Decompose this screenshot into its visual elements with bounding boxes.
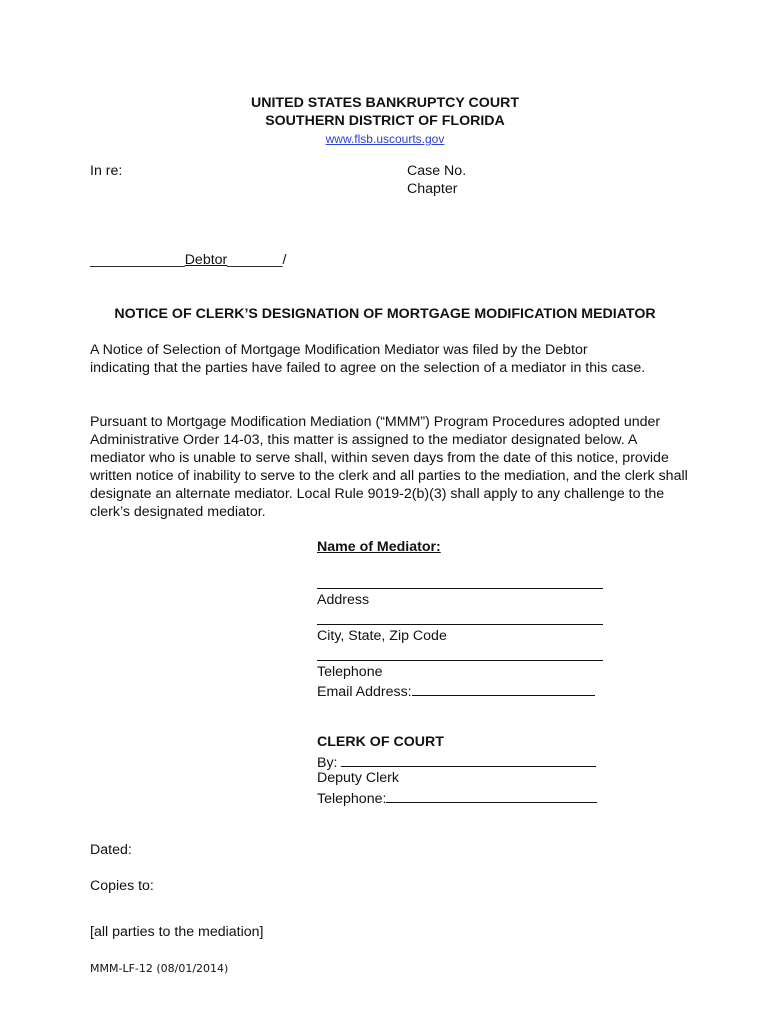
- clerk-heading: CLERK OF COURT: [317, 734, 444, 750]
- mediator-name-line: [317, 574, 603, 593]
- copies-to-label: Copies to:: [90, 878, 154, 894]
- clerk-by-label: By:: [317, 755, 338, 771]
- case-no-label: Case No.: [407, 163, 467, 179]
- deputy-clerk-label: Deputy Clerk: [317, 770, 400, 786]
- notice-title: NOTICE OF CLERK’S DESIGNATION OF MORTGAGE MODIFICATION MEDIATOR: [114, 306, 656, 322]
- clerk-by-row: [317, 752, 596, 771]
- mediator-email-row: [317, 681, 595, 700]
- debtor-label: Debtor: [184, 252, 228, 268]
- mediator-heading: Name of Mediator:: [317, 539, 441, 555]
- mediator-email-label: Email Address:: [317, 684, 412, 700]
- district-name: SOUTHERN DISTRICT OF FLORIDA: [265, 113, 505, 129]
- mediator-telephone-label: Telephone: [317, 664, 383, 680]
- mediator-city-line: [317, 646, 603, 665]
- mediator-address-line: [317, 610, 603, 629]
- form-id: MMM-LF-12 (08/01/2014): [90, 962, 229, 975]
- court-website-link[interactable]: [0, 131, 770, 147]
- clerk-telephone-row: [317, 788, 597, 807]
- paragraph-assignment: Pursuant to Mortgage Modification Mediation (“MMM”) Program Procedures adopted under Administrative Order 14-03, this matter is assigned to the mediator designated below. A mediator who is unable to serve shall, within seven days from the date of this notice, provide written notice of inability to serve to the clerk and all parties to the mediation, and the clerk shall designate an alternate mediator. Local Rule 9019-2(b)(3) shall apply to any challenge to the clerk’s designated mediator.: [90, 414, 688, 520]
- recipients-text: [all parties to the mediation]: [90, 924, 264, 940]
- clerk-telephone-label: Telephone:: [317, 791, 387, 807]
- website-link-text[interactable]: www.flsb.uscourts.gov: [325, 132, 445, 146]
- mediator-address-label: Address: [317, 592, 370, 608]
- chapter-label: Chapter: [407, 181, 458, 197]
- in-re-label: In re:: [90, 163, 123, 179]
- debtor-line-suffix: _______/: [227, 252, 287, 268]
- paragraph-selection: A Notice of Selection of Mortgage Modification Mediator was filed by the Debtor indicating that the parties have failed to agree on the selection of a mediator in this case.: [90, 342, 646, 376]
- debtor-line: [90, 252, 286, 268]
- dated-label: Dated:: [90, 842, 132, 858]
- debtor-line-prefix: ____________: [90, 252, 185, 268]
- mediator-city-label: City, State, Zip Code: [317, 628, 447, 644]
- court-name: UNITED STATES BANKRUPTCY COURT: [251, 95, 519, 111]
